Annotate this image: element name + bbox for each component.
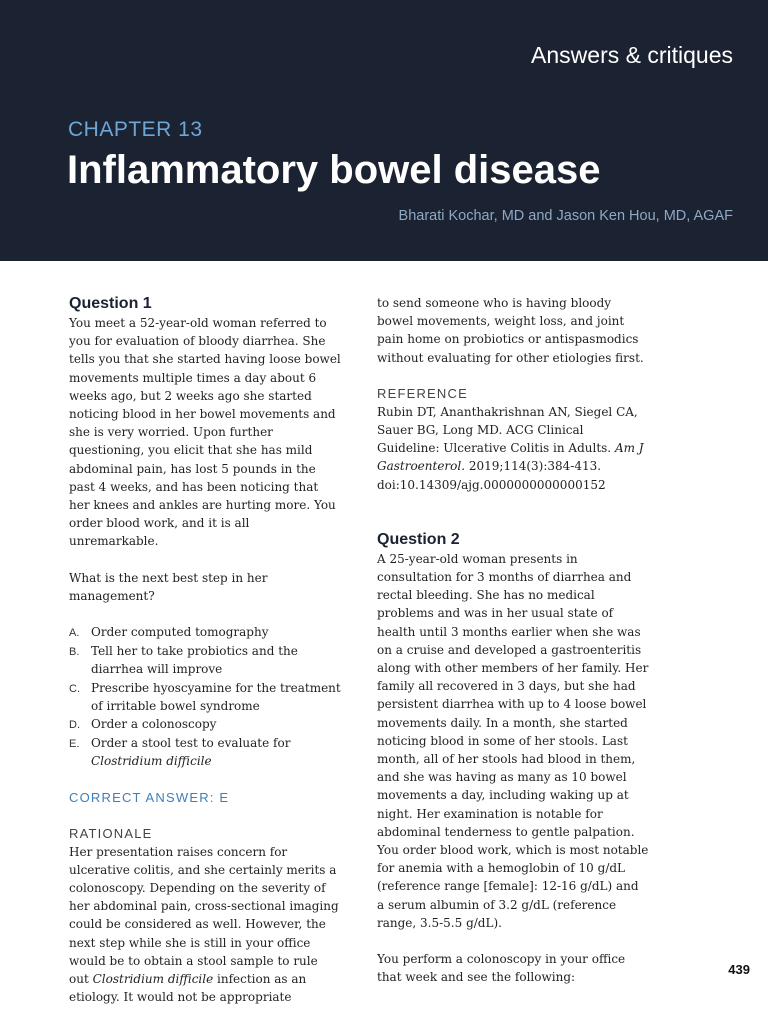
rationale-organism: Clostridium difficile xyxy=(92,972,214,987)
option-text: Tell her to take probiotics and the diarrhea will improve xyxy=(91,644,298,677)
question-2-stem: A 25-year-old woman presents in consultation for 3 months of diarrhea and rectal bleeding. She has no medical problems and was in her usual state of health until 3 months earlier when she was on a cruise and developed a gastroenteritis along with other members of her family. Her family all recovered in 3 days, but she had persistent diarrhea with up to 4 loose bowel movements daily. In a month, she started noticing blood in some of her stools. Last month, all of her stools had blood in them, and she was having as many as 10 bowel movements a day, including waking up at night. Her examination is notable for abdominal tenderness to gentle palpation. You order blood work, which is most notable for anemia with a hemoglobin of 10 g/dL (reference range [female]: 12-16 g/dL) and a serum albumin of 3.2 g/dL (reference range, 3.5-5.5 g/dL). xyxy=(377,551,649,930)
reference-citation: 2019;114(3):384-413. doi:10.14309/ajg.0000000000000152 xyxy=(377,459,606,492)
option-text xyxy=(91,734,341,770)
rationale-continued: to send someone who is having bloody bowel movements, weight loss, and joint pain home on probiotics or antispasmodics without evaluating for other etiologies first. xyxy=(377,296,644,365)
section-label: Answers & critiques xyxy=(531,42,733,68)
reference-label: REFERENCE xyxy=(377,385,468,401)
chapter-header xyxy=(0,0,768,261)
rationale-text xyxy=(69,843,341,1007)
question-2-title: Question 2 xyxy=(377,530,460,548)
chapter-number: CHAPTER 13 xyxy=(68,118,203,141)
reference-journal: Am J Gastroenterol. xyxy=(377,441,644,474)
question-2-followup: You perform a colonoscopy in your office that week and see the following: xyxy=(377,952,626,985)
question-1-title: Question 1 xyxy=(69,295,152,312)
answer-options xyxy=(69,623,341,771)
option-text: Order a colonoscopy xyxy=(91,717,217,732)
option-letter: D. xyxy=(69,719,80,732)
correct-answer: CORRECT ANSWER: E xyxy=(69,789,230,805)
option-letter: A. xyxy=(69,627,80,640)
option-e xyxy=(69,734,341,770)
rationale-part-2: infection as an etiology. It would not be appropriate xyxy=(69,972,307,1005)
question-1-prompt: What is the next best step in her management? xyxy=(69,570,268,603)
option-d xyxy=(69,715,341,734)
reference-authors: Rubin DT, Ananthakrishnan AN, Siegel CA, Sauer BG, Long MD. ACG Clinical Guideline: Ulcerative Colitis in Adults. xyxy=(377,404,638,456)
reference-text xyxy=(377,403,649,494)
option-letter: C. xyxy=(69,682,80,695)
option-text: Order computed tomography xyxy=(91,625,269,640)
question-1-stem: You meet a 52-year-old woman referred to you for evaluation of bloody diarrhea. She tells you that she started having loose bowel movements multiple times a day about 6 weeks ago, but 2 weeks ago she started noticing blood in her bowel movements and she is very worried. Upon further questioning, you elicit that she has mild abdominal pain, has lost 5 pounds in the past 4 weeks, and has been noticing that her knees and ankles are hurting more. You order blood work, and it is all unremarkable. xyxy=(69,316,341,549)
left-column xyxy=(69,294,341,1007)
option-b xyxy=(69,642,341,678)
chapter-title: Inflammatory bowel disease xyxy=(67,148,601,192)
option-letter: B. xyxy=(69,646,80,659)
option-letter: E. xyxy=(69,738,80,751)
option-text: Prescribe hyoscyamine for the treatment of irritable bowel syndrome xyxy=(91,680,341,713)
option-text-plain: Order a stool test to evaluate for xyxy=(91,736,291,751)
organism-name: Clostridium difficile xyxy=(91,754,212,769)
right-column xyxy=(377,294,649,987)
rationale-label: RATIONALE xyxy=(69,825,153,841)
option-a xyxy=(69,623,341,642)
authors: Bharati Kochar, MD and Jason Ken Hou, MD, AGAF xyxy=(398,208,733,224)
rationale-part-1: Her presentation raises concern for ulcerative colitis, and she certainly merits a colonoscopy. Depending on the severity of her abdominal pain, cross-sectional imaging could be considered as well. However, the next step while she is still in your office would be to obtain a stool sample to rule out xyxy=(69,844,339,987)
page-number: 439 xyxy=(728,962,750,977)
option-c xyxy=(69,679,341,715)
